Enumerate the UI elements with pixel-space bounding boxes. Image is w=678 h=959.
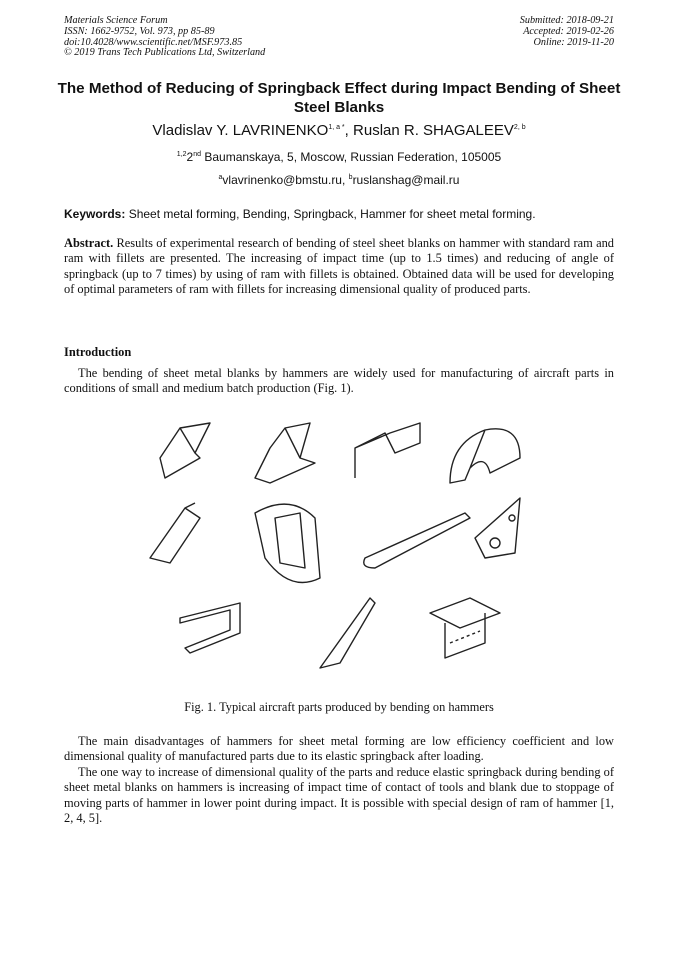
author-sep: ,	[344, 122, 354, 139]
aff-sup: 1,2	[176, 151, 187, 158]
part-zbeam	[180, 603, 240, 653]
dates-info	[520, 16, 614, 48]
paragraph: The bending of sheet metal blanks by hammers are widely used for manufacturing of aircraft parts in conditions of small and medium batch production (Fig. 1).	[64, 366, 614, 396]
keywords-text: Sheet metal forming, Bending, Springback, Hammer for sheet metal forming.	[125, 207, 536, 221]
author-1-sup: 1, a *	[328, 124, 345, 131]
part-hat	[255, 423, 315, 483]
author-2-sup: 2, b	[513, 124, 526, 131]
part-flange	[320, 598, 375, 668]
part-ibeam	[430, 598, 500, 658]
author-1: Vladislav Y. LAVRINENKO	[152, 122, 329, 139]
part-gusset	[475, 498, 520, 558]
paper-title: The Method of Reducing of Springback Effect during Impact Bending of Sheet Steel Blanks	[57, 80, 621, 116]
journal-line: ISSN: 1662-9752, Vol. 973, pp 85-89	[64, 25, 215, 37]
journal-line: doi:10.4028/www.scientific.net/MSF.973.85	[64, 36, 243, 48]
affiliation	[0, 150, 678, 164]
email-a[interactable]: vlavrinenko@bmstu.ru,	[222, 173, 349, 187]
aff-num: 2	[186, 150, 194, 164]
section-heading: Introduction	[64, 345, 132, 359]
aff-nd: nd	[193, 151, 202, 158]
date-line: Online: 2019-11-20	[533, 36, 614, 48]
paragraph: The main disadvantages of hammers for sheet metal forming are low efficiency coefficient and low dimensional quality of manufactured parts due to its elastic springback after loading.	[64, 734, 614, 764]
authors	[0, 122, 678, 139]
figure-aircraft-parts	[140, 418, 540, 683]
part-halfpipe	[450, 429, 520, 483]
keywords	[64, 207, 536, 221]
journal-line: Materials Science Forum	[64, 15, 168, 26]
part-angle	[150, 503, 200, 563]
part-zprofile	[160, 423, 210, 478]
date-line: Accepted: 2019-02-26	[523, 25, 614, 37]
email-b-sup: b	[348, 174, 353, 181]
part-frame	[255, 504, 320, 582]
figure-caption: Fig. 1. Typical aircraft parts produced by bending on hammers	[184, 700, 494, 714]
abstract-text: Results of experimental research of bending of steel sheet blanks on hammer with standard ram and ram with fillets are presented. The increasing of impact time (up to 1.5 times) and reducing of angle of springback (up to 7 times) by using of ram with fillets is obtained. Obtained data will be used for developing of optimal parameters of ram with fillets for increasing dimensional quality of produced parts.	[64, 236, 614, 297]
emails	[0, 173, 678, 187]
part-stringer	[364, 513, 470, 568]
journal-info	[64, 16, 265, 59]
date-line: Submitted: 2018-09-21	[519, 15, 614, 26]
aff-text: Baumanskaya, 5, Moscow, Russian Federation, 105005	[201, 150, 502, 164]
journal-line: © 2019 Trans Tech Publications Ltd, Switzerland	[64, 47, 266, 59]
part-channel	[355, 423, 420, 478]
abstract-label: Abstract.	[64, 236, 114, 250]
email-a-sup: a	[218, 174, 223, 181]
abstract	[64, 236, 614, 298]
email-b[interactable]: ruslanshag@mail.ru	[352, 173, 460, 187]
paragraph: The one way to increase of dimensional quality of the parts and reduce elastic springback during bending of sheet metal blanks on hammers is increasing of impact time of contact of tools and blank due to stoppage of moving parts of hammer in lower point during impact. It is possible with special design of ram of hammer [1, 2, 4, 5].	[64, 765, 614, 826]
author-2: Ruslan R. SHAGALEEV	[353, 122, 514, 139]
keywords-label: Keywords:	[64, 207, 126, 221]
